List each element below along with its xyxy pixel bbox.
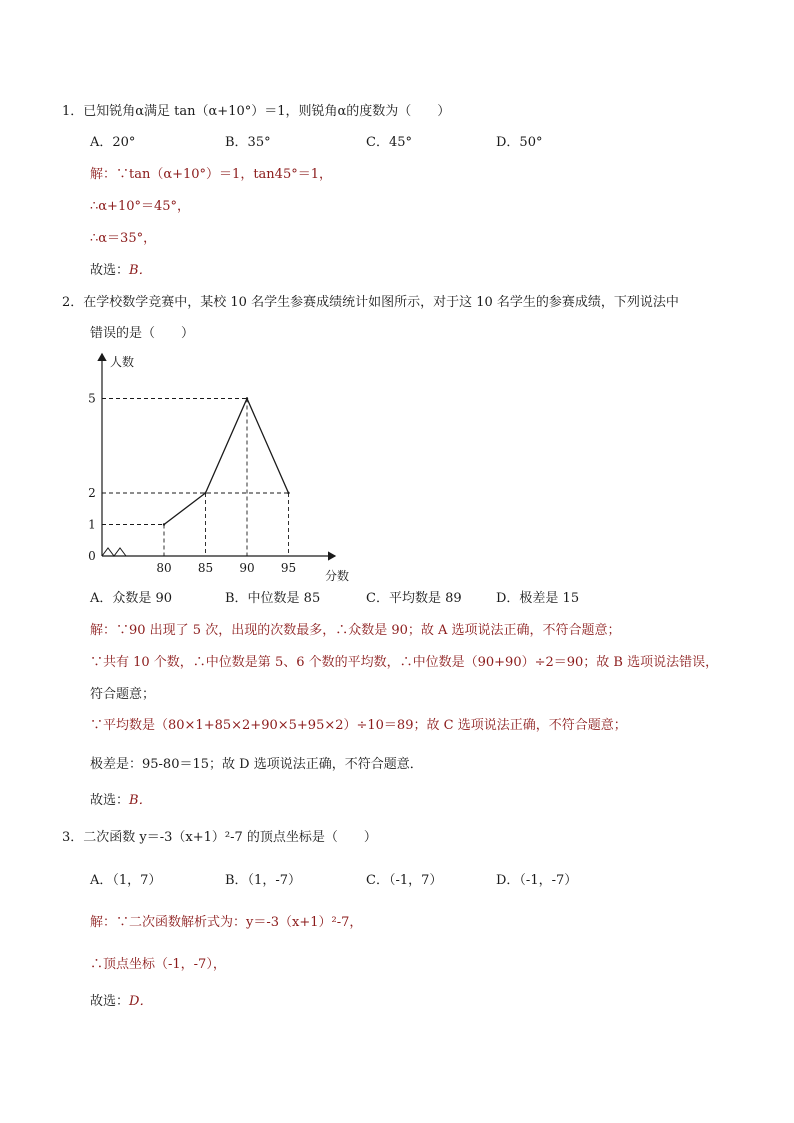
x-tick-label-85: 85 — [197, 561, 214, 575]
series-line — [164, 399, 289, 525]
q1-option-d: D．50° — [496, 135, 543, 150]
q3-solution-line-1: 解：∵二次函数解析式为：y＝-3（x+1）²-7， — [90, 915, 363, 930]
data-point-90 — [246, 397, 248, 399]
q1-answer-value: B． — [129, 263, 152, 278]
q2-solution-line-4: ∵平均数是（80×1+85×2+90×5+95×2）÷10＝89；故 C 选项说法正确，不符合题意； — [90, 718, 627, 733]
q2-option-a: A．众数是 90 — [90, 591, 173, 606]
data-point-95 — [287, 492, 289, 494]
q2-solution-line-2: ∵共有 10 个数，∴中位数是第 5、6 个数的平均数，∴中位数是（90+90）÷2＝90；故 B 选项说法错误， — [90, 655, 719, 670]
q1-stem: 1．已知锐角α满足 tan（α+10°）＝1，则锐角α的度数为（ ） — [62, 104, 451, 119]
q2-solution-line-5: 极差是：95-80＝15；故 D 选项说法正确，不符合题意． — [90, 757, 423, 772]
q1-option-c: C．45° — [366, 135, 412, 150]
q3-answer — [90, 993, 152, 1011]
q2-answer-prefix: 故选： — [90, 793, 130, 808]
origin-label: 0 — [88, 549, 96, 563]
q2-answer-value: B． — [129, 793, 152, 808]
q2-stem-line-1: 2．在学校数学竞赛中，某校 10 名学生参赛成绩统计如图所示，对于这 10 名学生的参赛成绩，下列说法中 — [62, 295, 679, 310]
q2-option-d: D．极差是 15 — [496, 591, 580, 606]
y-axis-title: 人数 — [110, 355, 135, 369]
q3-stem: 3．二次函数 y＝-3（x+1）²-7 的顶点坐标是（ ） — [62, 830, 377, 845]
x-tick-label-90: 90 — [239, 561, 255, 575]
axis-break-zigzag — [102, 548, 126, 556]
x-axis-title: 分数 — [325, 569, 350, 583]
q1-solution-line-1: 解：∵tan（α+10°）＝1，tan45°＝1， — [90, 167, 332, 182]
data-point-80 — [163, 523, 165, 525]
q1-option-a: A．20° — [90, 135, 136, 150]
q1-answer-prefix: 故选： — [90, 263, 130, 278]
q1-option-b: B．35° — [225, 135, 271, 150]
score-line-chart — [80, 348, 350, 588]
q3-option-a: A．（1，7） — [90, 873, 162, 888]
q3-option-c: C．（-1，7） — [366, 873, 443, 888]
q3-solution-line-2: ∴顶点坐标（-1，-7）， — [90, 957, 226, 972]
q2-option-b: B．中位数是 85 — [225, 591, 321, 606]
x-tick-label-80: 80 — [156, 561, 172, 575]
q1-answer — [90, 262, 152, 280]
q1-solution-line-2: ∴α+10°＝45°， — [90, 199, 191, 214]
q3-answer-prefix: 故选： — [90, 994, 130, 1009]
y-tick-label-5: 5 — [88, 391, 96, 406]
q2-stem-line-2: 错误的是（ ） — [90, 326, 195, 341]
q3-option-b: B．（1，-7） — [225, 873, 301, 888]
q2-answer — [90, 792, 152, 810]
q1-solution-line-3: ∴α＝35°， — [90, 231, 157, 246]
y-tick-label-1: 1 — [88, 517, 96, 532]
q3-answer-value: D． — [129, 994, 153, 1009]
q2-solution-line-3: 符合题意； — [90, 687, 156, 702]
y-tick-label-2: 2 — [88, 486, 96, 500]
data-point-85 — [204, 492, 206, 494]
q2-solution-line-1: 解：∵90 出现了 5 次，出现的次数最多，∴众数是 90；故 A 选项说法正确，不符合题意； — [90, 623, 621, 638]
x-tick-label-95: 95 — [280, 561, 297, 575]
q2-option-c: C．平均数是 89 — [366, 591, 462, 606]
q3-option-d: D．（-1，-7） — [496, 873, 578, 888]
